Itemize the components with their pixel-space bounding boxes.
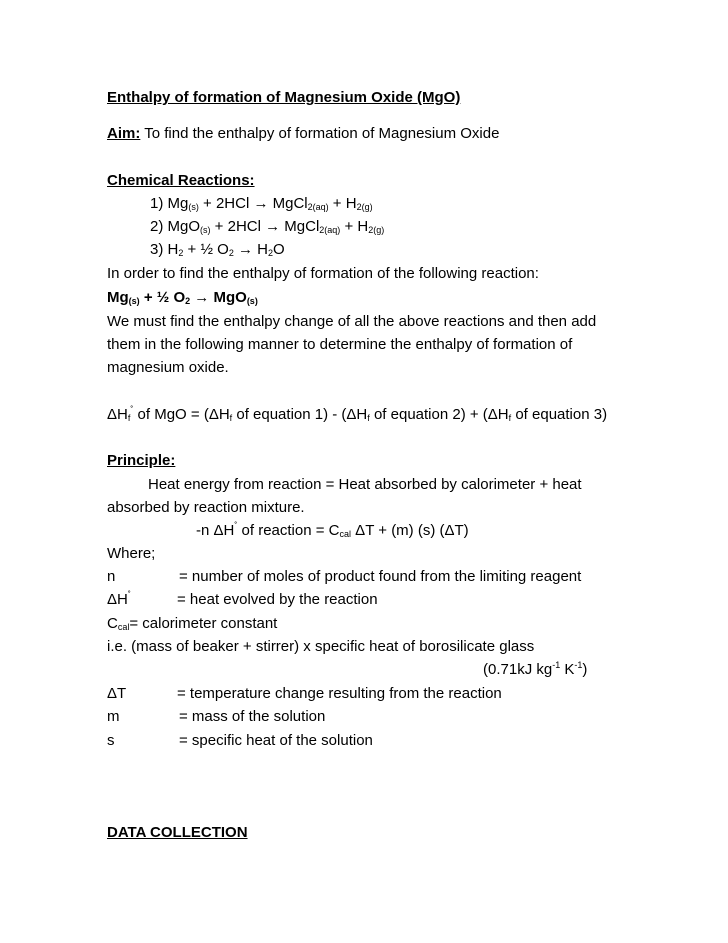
def-symbol-sub: cal: [117, 622, 130, 632]
formula-sup: ˚: [234, 521, 238, 531]
def-description: = number of moles of product found from the limiting reagent: [179, 568, 582, 585]
def-description: = specific heat of the solution: [179, 732, 373, 749]
target-sub: (s): [128, 296, 140, 306]
hess-sub: f: [367, 413, 370, 423]
reaction-1-sub: (s): [188, 202, 199, 212]
def-symbol: m: [107, 708, 120, 725]
reaction-1-sub: 2(aq): [307, 202, 329, 212]
hess-sup: ˚: [130, 405, 134, 415]
reaction-1-part: 1) Mg: [150, 195, 189, 212]
reaction-1-part: + H: [328, 195, 357, 212]
document-title: Enthalpy of formation of Magnesium Oxide (MgO): [107, 89, 461, 106]
target-reaction: [107, 288, 258, 308]
hess-part: ΔH: [107, 406, 128, 423]
aim-line: [107, 124, 499, 144]
reaction-2-sub: 2(aq): [319, 225, 341, 235]
glass-part: (0.71kJ kg: [483, 661, 553, 678]
formula-part: ΔT + (m) (s) (ΔT): [351, 522, 469, 539]
def-s: [107, 731, 373, 751]
hess-part: of equation 1) - (ΔH: [232, 406, 368, 423]
hess-part: of equation 3): [511, 406, 608, 423]
hess-equation: [107, 405, 607, 425]
glass-specific-heat: [483, 660, 587, 680]
explain-line-2: them in the following manner to determine the enthalpy of formation of: [107, 336, 573, 353]
def-delta-h: [107, 590, 378, 610]
def-description: = heat evolved by the reaction: [177, 591, 378, 608]
explain-line-3: magnesium oxide.: [107, 359, 229, 376]
reaction-3-part: O: [273, 241, 285, 258]
principle-line-1: Heat energy from reaction = Heat absorbed by calorimeter + heat: [148, 476, 582, 493]
reactions-heading: Chemical Reactions:: [107, 172, 255, 189]
target-part: → MgO: [190, 289, 247, 306]
def-ie: i.e. (mass of beaker + stirrer) x specific heat of borosilicate glass: [107, 638, 535, 655]
reaction-3-sub: 2: [268, 248, 274, 258]
def-delta-t: [107, 684, 502, 704]
reaction-3-part: → H: [233, 241, 268, 258]
def-symbol: ΔT: [107, 685, 127, 702]
data-collection-heading: DATA COLLECTION: [107, 824, 248, 841]
hess-part: of equation 2) + (ΔH: [369, 406, 509, 423]
principle-heading: Principle:: [107, 452, 176, 469]
reaction-2-sub: (s): [200, 225, 211, 235]
reaction-3-part: + ½ O: [183, 241, 229, 258]
reaction-3-part: 3) H: [150, 241, 179, 258]
def-ccal: [107, 614, 277, 634]
formula-part: of reaction = C: [237, 522, 340, 539]
reaction-2: [150, 217, 384, 237]
aim-text: To find the enthalpy of formation of Magnesium Oxide: [140, 125, 500, 142]
reaction-3-sub: 2: [178, 248, 184, 258]
formula-part: -n ΔH: [196, 522, 235, 539]
reaction-3-sub: 2: [228, 248, 234, 258]
target-part: + ½ O: [139, 289, 186, 306]
reaction-2-part: 2) MgO: [150, 218, 201, 235]
glass-part: ): [582, 661, 588, 678]
def-description: = calorimeter constant: [129, 615, 278, 632]
hess-sub: f: [127, 413, 131, 423]
principle-line-2: absorbed by reaction mixture.: [107, 499, 305, 516]
target-sub: 2: [185, 296, 191, 306]
principle-formula: [196, 521, 469, 541]
target-sub: (s): [246, 296, 258, 306]
glass-part: K: [560, 661, 575, 678]
def-symbol: C: [107, 615, 118, 632]
def-symbol-sup: ˚: [127, 590, 131, 600]
reaction-2-sub: 2(g): [368, 225, 385, 235]
reaction-2-part: + 2HCl → MgCl: [210, 218, 320, 235]
reaction-1-sub: 2(g): [356, 202, 373, 212]
where-label: Where;: [107, 545, 156, 562]
def-description: = temperature change resulting from the reaction: [177, 685, 502, 702]
def-symbol: n: [107, 568, 116, 585]
reaction-1-part: + 2HCl → MgCl: [198, 195, 308, 212]
glass-sup: -1: [552, 660, 561, 670]
def-symbol: ΔH: [107, 591, 128, 608]
def-description: = mass of the solution: [179, 708, 326, 725]
glass-sup: -1: [574, 660, 583, 670]
aim-label: Aim:: [107, 125, 141, 142]
reaction-2-part: + H: [340, 218, 369, 235]
hess-sub: f: [508, 413, 512, 423]
def-n: [107, 567, 582, 587]
def-symbol: s: [107, 732, 115, 749]
reaction-3: [150, 240, 285, 260]
reaction-1: [150, 194, 373, 214]
intro-text: In order to find the enthalpy of formation of the following reaction:: [107, 265, 539, 282]
hess-sub: f: [229, 413, 233, 423]
hess-part: of MgO = (ΔH: [133, 406, 230, 423]
formula-sub: cal: [339, 529, 352, 539]
target-part: Mg: [107, 289, 129, 306]
def-m: [107, 707, 326, 727]
explain-line-1: We must find the enthalpy change of all the above reactions and then add: [107, 313, 597, 330]
